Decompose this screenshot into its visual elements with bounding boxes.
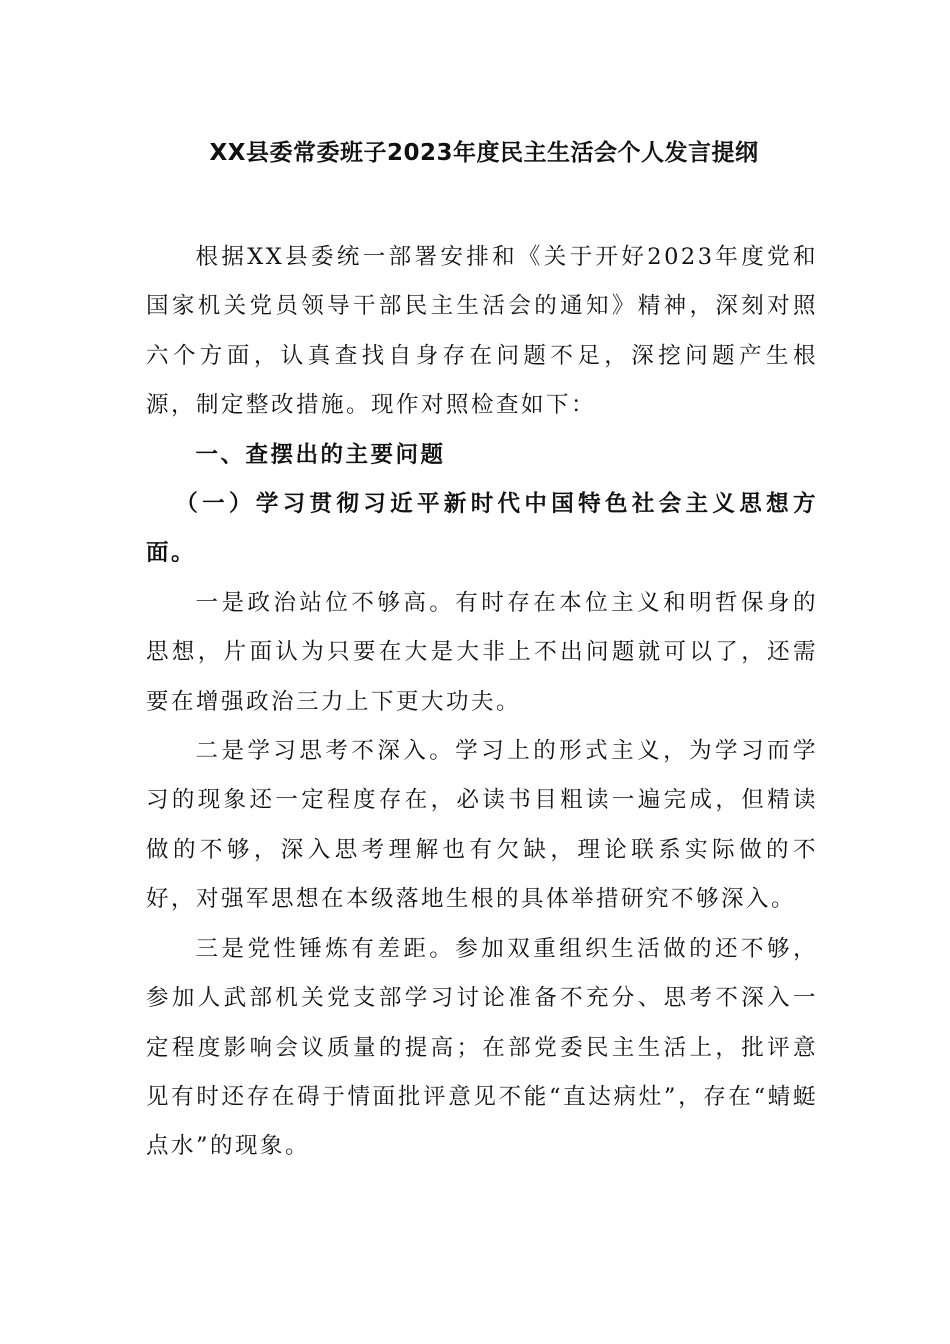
- subsection-heading: （一）学习贯彻习近平新时代中国特色社会主义思想方面。: [146, 491, 818, 567]
- section-heading: 一、查摆出的主要问题: [195, 441, 446, 468]
- intro-paragraph: 根据XX县委统一部署安排和《关于开好2023年度党和国家机关党员领导干部民主生活会的通知》精神，深刻对照六个方面，认真查找自身存在问题不足，深挖问题产生根源，制定整改措施。现作对照检查如下：: [146, 244, 818, 419]
- paragraph-study-thinking: 二是学习思考不深入。学习上的形式主义，为学习而学习的现象还一定程度存在，必读书目粗读一遍完成，但精读做的不够，深入思考理解也有欠缺，理论联系实际做的不好，对强军思想在本级落地生根的具体举措研究不够深入。: [146, 738, 818, 913]
- document-body: [146, 233, 818, 1172]
- paragraph-party-spirit: 三是党性锤炼有差距。参加双重组织生活做的还不够，参加人武部机关党支部学习讨论准备不充分、思考不深入一定程度影响会议质量的提高；在部党委民主生活上，批评意见有时还存在碍于情面批评意见不能“直达病灶”，存在“蜻蜓点水”的现象。: [146, 935, 818, 1160]
- paragraph-political-stance: 一是政治站位不够高。有时存在本位主义和明哲保身的思想，片面认为只要在大是大非上不出问题就可以了，还需要在增强政治三力上下更大功夫。: [146, 589, 818, 715]
- document-title: XX县委常委班子2023年度民主生活会个人发言提纲: [209, 140, 759, 166]
